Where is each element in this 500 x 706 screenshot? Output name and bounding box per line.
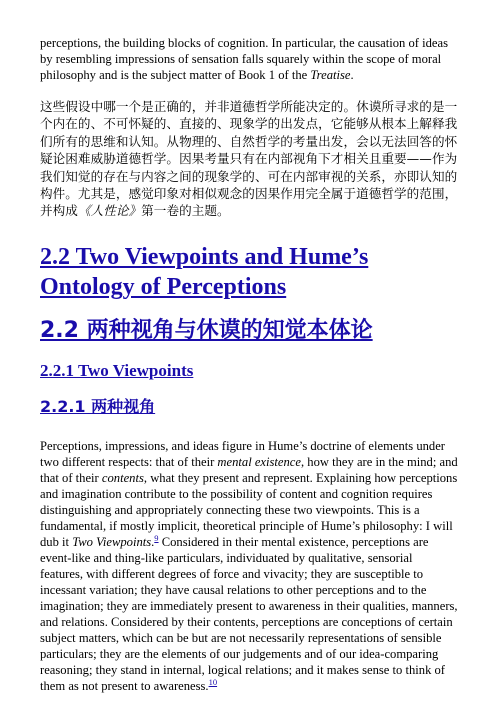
subsection-heading-zh[interactable]: 2.2.1 两种视角 <box>40 396 156 416</box>
body-text-3: , what they present and represent. Explaining how perceptions and imagination contribute to the possibility of content and cognition requires distinguishing and appropriately connecting these two viewpoints. This is a fundamental, if mostly implicit, theoretical principle of Hume’s philosophy: I will dub it <box>40 470 458 549</box>
contents-term: contents <box>101 470 144 485</box>
document-page <box>40 35 458 694</box>
body-text-2: , how they are in the mind; and that of their <box>40 454 458 485</box>
two-viewpoints-term: Two Viewpoints <box>72 534 152 549</box>
intro-paragraph-en <box>40 35 458 83</box>
body-text-4: . <box>151 534 155 549</box>
section-heading-zh[interactable]: 2.2 两种视角与休谟的知觉本体论 <box>40 317 373 343</box>
footnote-ref-9[interactable]: 9 <box>154 532 159 543</box>
body-text-1: Perceptions, impressions, and ideas figure in Hume’s doctrine of elements under two different respects: that of their <box>40 438 445 469</box>
treatise-title-zh: 《人性论》 <box>77 203 142 219</box>
treatise-title-en: Treatise <box>310 68 351 82</box>
intro-paragraph-zh <box>40 98 458 220</box>
body-text-5: Considered in their mental existence, perceptions are event-like and thing-like particulars, individuated by qualitative, sensorial features, with different degrees of force and vivacity; they are susceptible to incessant variation; they have causal relations to other perceptions and to the imagination; they are immediately present to awareness in their qualities, manners, and relations. Considered by their contents, perceptions are conceptions of certain subject matters, which can be but are not necessarily representations of sensible particulars; they are the elements of our judgements and of our idea-comparing reasoning; they stand in internal, logical relations; and it makes sense to think of them as not present to awareness. <box>40 534 458 693</box>
section-heading-en[interactable]: 2.2 Two Viewpoints and Hume’s Ontology of Perceptions <box>40 243 369 300</box>
footnote-ref-10[interactable]: 10 <box>208 676 218 687</box>
mental-existence-term: mental existence <box>217 454 301 469</box>
intro-text-zh-end: 第一卷的主题。 <box>141 203 230 219</box>
intro-text-en-end: . <box>350 68 354 82</box>
body-paragraph-en <box>40 438 458 694</box>
intro-text-zh: 这些假设中哪一个是正确的，并非道德哲学所能决定的。休谟所寻求的是一个内在的、不可怀疑的、直接的、现象学的出发点，它能够从根本上解释我们所有的思维和认知。从物理的、自然哲学的考量出发，会以无法回答的怀疑论困难威胁道德哲学。因果考量只有在内部视角下才相关且重要——作为我们知觉的存在与内容之间的现象学的、可在内部审视的关系，亦即认知的构件。尤其是，感觉印象对相似观念的因果作用完全属于道德哲学的范围，并构成 <box>40 99 458 219</box>
intro-text-en: perceptions, the building blocks of cognition. In particular, the causation of ideas by resembling impressions of sensation falls squarely within the scope of moral philosophy and is the subject matter of Book 1 of the <box>40 36 448 82</box>
subsection-heading-en[interactable]: 2.2.1 Two Viewpoints <box>40 360 194 380</box>
